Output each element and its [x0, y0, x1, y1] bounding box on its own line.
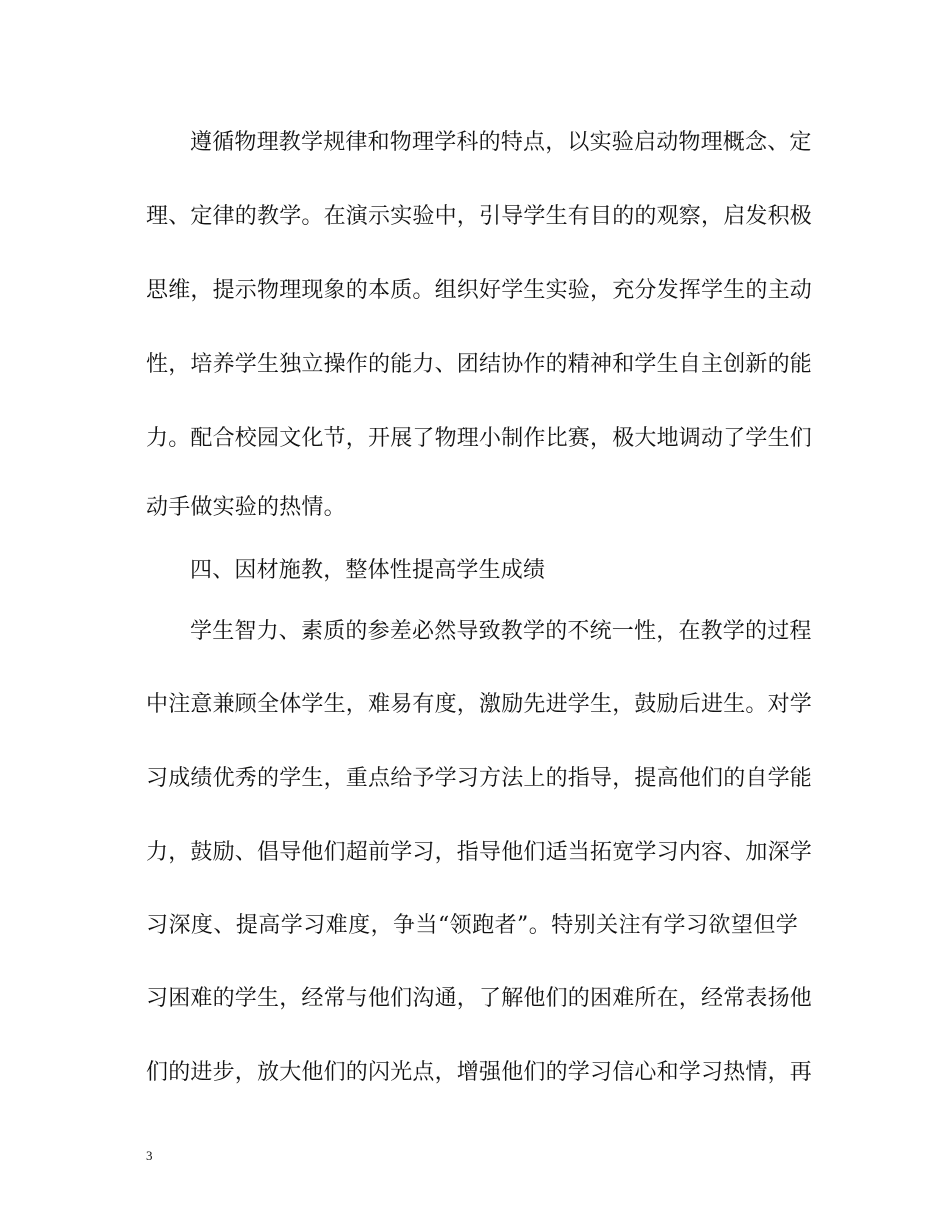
paragraph-line: 习困难的学生，经常与他们沟通，了解他们的困难所在，经常表扬他 — [146, 986, 813, 1011]
paragraph-line: 习成绩优秀的学生，重点给予学习方法上的指导，提高他们的自学能 — [146, 766, 813, 791]
paragraph-line: 中注意兼顾全体学生，难易有度，激励先进学生，鼓励后进生。对学 — [146, 692, 813, 717]
paragraph-line: 学生智力、素质的参差必然导致教学的不统一性，在教学的过程 — [190, 619, 812, 644]
paragraph-line: 们的进步，放大他们的闪光点，增强他们的学习信心和学习热情，再 — [146, 1060, 813, 1085]
paragraph-line: 力。配合校园文化节，开展了物理小制作比赛，极大地调动了学生们 — [146, 426, 813, 451]
paragraph-line: 理、定律的教学。在演示实验中，引导学生有目的的观察，启发积极 — [146, 204, 813, 229]
paragraph-line: 习深度、提高学习难度，争当“领跑者”。特别关注有学习欲望但学 — [146, 913, 798, 938]
page-number: 3 — [146, 1148, 153, 1163]
paragraph-line: 思维，提示物理现象的本质。组织好学生实验，充分发挥学生的主动 — [146, 278, 813, 303]
section-heading: 四、因材施教，整体性提高学生成绩 — [190, 558, 546, 583]
paragraph-line: 动手做实验的热情。 — [146, 495, 346, 520]
paragraph-line: 力，鼓励、倡导他们超前学习，指导他们适当拓宽学习内容、加深学 — [146, 840, 813, 865]
paragraph-line: 性，培养学生独立操作的能力、团结协作的精神和学生自主创新的能 — [146, 352, 813, 377]
paragraph-line: 遵循物理教学规律和物理学科的特点，以实验启动物理概念、定 — [190, 130, 812, 155]
